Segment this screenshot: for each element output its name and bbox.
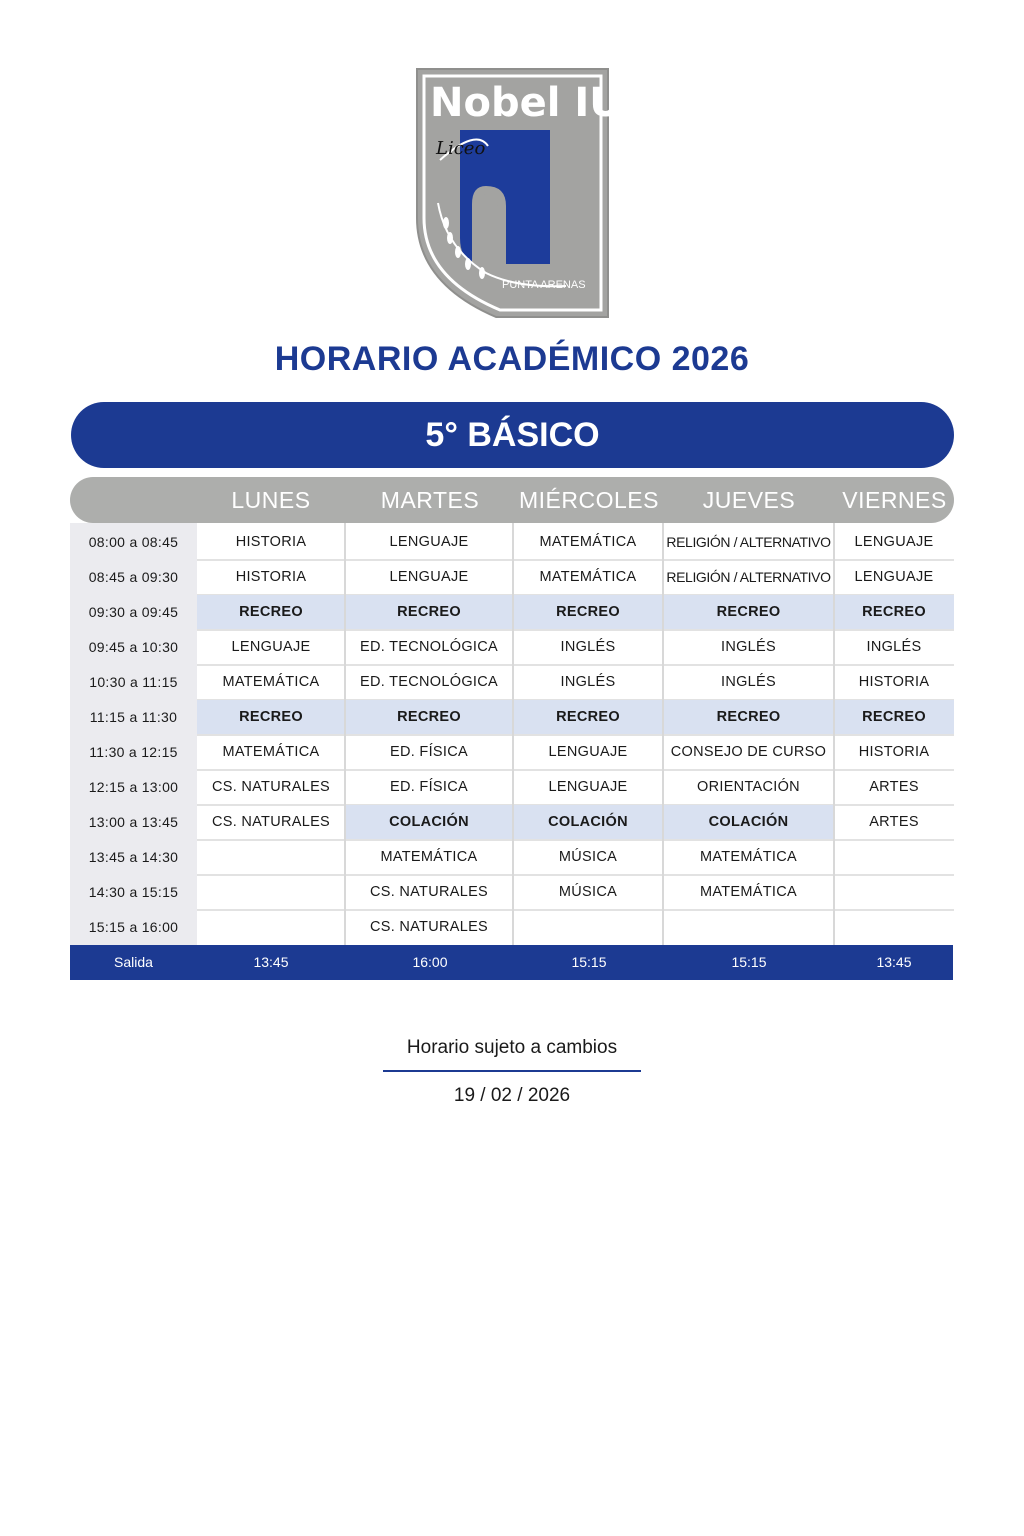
schedule-date: 19 / 02 / 2026 — [453, 1085, 571, 1106]
schedule-cell-martes: ED. TECNOLÓGICA — [360, 639, 498, 655]
schedule-cell-viernes: RECREO — [834, 700, 954, 735]
schedule-cell-lunes — [197, 875, 345, 910]
time-slot: 08:45 a 09:30 — [88, 569, 179, 585]
time-slot: 11:15 a 11:30 — [89, 709, 178, 725]
schedule-cell-miercoles: MATEMÁTICA — [539, 569, 637, 585]
schedule-cell-martes: RECREO — [345, 700, 513, 735]
schedule-cell-viernes: RECREO — [834, 595, 954, 630]
schedule-cell-martes: ED. FÍSICA — [390, 744, 468, 760]
schedule-cell-jueves: RECREO — [663, 595, 834, 630]
schedule-cell-jueves: RECREO — [663, 700, 834, 735]
schedule-cell-viernes — [834, 910, 954, 945]
schedule-cell-miercoles: MATEMÁTICA — [539, 534, 637, 550]
column-divider — [344, 523, 346, 945]
schedule-cell-lunes: RECREO — [197, 595, 345, 630]
time-slot: 08:00 a 08:45 — [88, 534, 179, 550]
schedule-cell-lunes: CS. NATURALES — [211, 779, 331, 795]
schedule-cell-miercoles: MÚSICA — [558, 884, 618, 900]
column-divider — [662, 523, 664, 945]
logo-caption: PUNTA ARENAS — [502, 279, 586, 291]
schedule-cell-viernes: HISTORIA — [858, 744, 930, 760]
schedule-cell-jueves: RELIGIÓN / ALTERNATIVO — [666, 569, 831, 585]
schedule-cell-jueves: INGLÉS — [721, 639, 776, 655]
day-header-martes: MARTES — [380, 487, 480, 513]
time-slot: 11:30 a 12:15 — [89, 744, 178, 760]
schedule-cell-lunes — [197, 910, 345, 945]
schedule-cell-martes: MATEMÁTICA — [380, 849, 478, 865]
schedule-cell-jueves — [663, 910, 834, 945]
exit-time-lunes: 13:45 — [253, 954, 289, 970]
exit-time-viernes: 13:45 — [876, 954, 912, 970]
school-logo — [416, 68, 651, 318]
schedule-cell-jueves: RELIGIÓN / ALTERNATIVO — [666, 534, 831, 550]
schedule-cell-viernes — [834, 840, 954, 875]
time-slot: 09:45 a 10:30 — [88, 639, 179, 655]
grade-banner: 5° BÁSICO — [71, 402, 954, 468]
schedule-cell-martes: COLACIÓN — [345, 805, 513, 840]
logo-wordmark: Nobel IUS — [430, 80, 651, 126]
day-header-jueves: JUEVES — [702, 487, 796, 513]
day-header-lunes: LUNES — [231, 487, 311, 513]
schedule-cell-viernes: ARTES — [869, 779, 919, 795]
schedule-cell-miercoles: INGLÉS — [560, 639, 616, 655]
exit-time-jueves: 15:15 — [731, 954, 767, 970]
schedule-cell-viernes: LENGUAJE — [854, 534, 934, 550]
schedule-cell-miercoles: RECREO — [513, 700, 663, 735]
schedule-cell-jueves: CONSEJO DE CURSO — [670, 744, 827, 760]
schedule-cell-miercoles: LENGUAJE — [548, 744, 628, 760]
time-slot: 12:15 a 13:00 — [88, 779, 179, 795]
schedule-cell-lunes: MATEMÁTICA — [222, 744, 320, 760]
logo-script: Liceo — [436, 138, 486, 159]
time-slot: 13:00 a 13:45 — [88, 814, 179, 830]
schedule-cell-lunes: HISTORIA — [235, 569, 307, 585]
schedule-cell-jueves: MATEMÁTICA — [700, 849, 797, 865]
schedule-cell-miercoles — [513, 910, 663, 945]
schedule-cell-martes: CS. NATURALES — [369, 884, 489, 900]
days-header — [70, 477, 954, 523]
schedule-note: Horario sujeto a cambios — [406, 1037, 618, 1058]
schedule-cell-lunes: LENGUAJE — [231, 639, 311, 655]
schedule-cell-martes: ED. TECNOLÓGICA — [360, 674, 498, 690]
schedule-cell-lunes — [197, 840, 345, 875]
exit-row — [70, 945, 953, 980]
time-slot: 15:15 a 16:00 — [88, 919, 179, 935]
schedule-cell-miercoles: INGLÉS — [560, 674, 616, 690]
schedule-cell-lunes: MATEMÁTICA — [222, 674, 320, 690]
schedule-cell-miercoles: RECREO — [513, 595, 663, 630]
schedule-cell-jueves: INGLÉS — [721, 674, 776, 690]
schedule-cell-martes: LENGUAJE — [389, 569, 469, 585]
column-divider — [512, 523, 514, 945]
schedule-cell-jueves: COLACIÓN — [663, 805, 834, 840]
schedule-cell-viernes — [834, 875, 954, 910]
day-header-viernes: VIERNES — [842, 487, 947, 513]
schedule-cell-miercoles: MÚSICA — [558, 849, 618, 865]
exit-time-miercoles: 15:15 — [571, 954, 607, 970]
schedule-cell-lunes: RECREO — [197, 700, 345, 735]
schedule-cell-martes: ED. FÍSICA — [390, 779, 468, 795]
day-header-miercoles: MIÉRCOLES — [519, 487, 659, 513]
schedule-cell-lunes: HISTORIA — [235, 534, 307, 550]
time-slot: 14:30 a 15:15 — [88, 884, 179, 900]
schedule-cell-jueves: ORIENTACIÓN — [697, 779, 800, 795]
time-slot: 09:30 a 09:45 — [88, 604, 179, 620]
time-slot: 13:45 a 14:30 — [88, 849, 179, 865]
note-divider — [383, 1070, 641, 1072]
schedule-cell-viernes: HISTORIA — [858, 674, 930, 690]
schedule-cell-viernes: LENGUAJE — [854, 569, 934, 585]
exit-label: Salida — [114, 954, 153, 970]
schedule-cell-viernes: INGLÉS — [866, 639, 922, 655]
schedule-cell-lunes: CS. NATURALES — [211, 814, 331, 830]
column-divider — [833, 523, 835, 945]
schedule-cell-martes: CS. NATURALES — [369, 919, 489, 935]
schedule-cell-martes: RECREO — [345, 595, 513, 630]
time-slot: 10:30 a 11:15 — [89, 674, 178, 690]
page-title: HORARIO ACADÉMICO 2026 — [274, 340, 750, 378]
schedule-cell-miercoles: COLACIÓN — [513, 805, 663, 840]
exit-time-martes: 16:00 — [412, 954, 448, 970]
schedule-cell-miercoles: LENGUAJE — [548, 779, 628, 795]
schedule-cell-viernes: ARTES — [869, 814, 919, 830]
schedule-cell-jueves: MATEMÁTICA — [700, 884, 797, 900]
schedule-cell-martes: LENGUAJE — [389, 534, 469, 550]
